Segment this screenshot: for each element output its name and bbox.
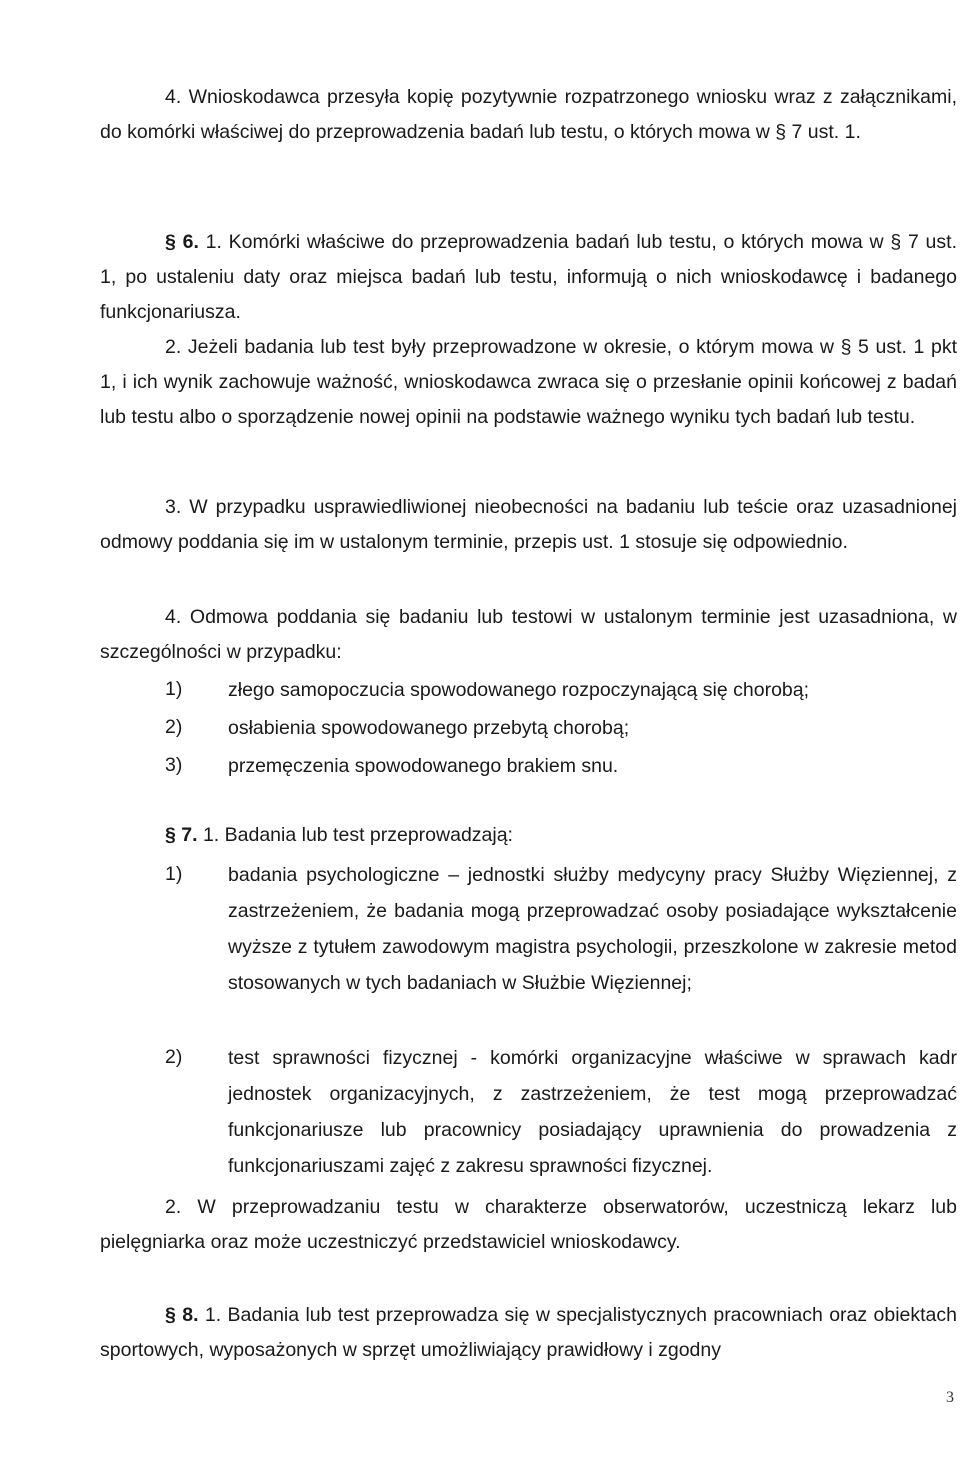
- page-number: 3: [946, 1389, 954, 1406]
- section-8-par-1: [100, 1298, 957, 1368]
- section-6-par-3: 3. W przypadku usprawiedliwionej nieobecności na badaniu lub teście oraz uzasadnionej odmowy poddania się im w ustalonym terminie, przepis ust. 1 stosuje się odpowiednio.: [100, 496, 957, 553]
- section-8-sign: § 8.: [165, 1304, 199, 1326]
- list-item-number: 3): [165, 754, 183, 776]
- list-item-text: złego samopoczucia spowodowanego rozpoczynającą się chorobą;: [228, 679, 810, 701]
- paragraph-5-4: 4. Wnioskodawca przesyła kopię pozytywnie rozpatrzonego wniosku wraz z załącznikami, do komórki właściwej do przeprowadzenia badań lub testu, o których mowa w § 7 ust. 1.: [100, 86, 957, 143]
- list-item-text: badania psychologiczne – jednostki służby medycyny pracy Służby Więziennej, z zastrzeżeniem, że badania mogą przeprowadzać osoby posiadające wykształcenie wyższe z tytułem zawodowym magistra psychologii, przeszkolone w zakresie metod stosowanych w tych badaniach w Służbie Więziennej;: [228, 864, 957, 994]
- list-item-text: przemęczenia spowodowanego brakiem snu.: [228, 755, 619, 777]
- section-7-par-1-text: 1. Badania lub test przeprowadzają:: [197, 824, 513, 846]
- list-item-number: 2): [165, 1046, 183, 1068]
- section-6-sign: § 6.: [165, 231, 199, 253]
- section-8-par-1-text: 1. Badania lub test przeprowadza się w specjalistycznych pracowniach oraz obiektach sportowych, wyposażonych w sprzęt umożliwiający prawidłowy i zgodny: [100, 1304, 957, 1361]
- list-item-text: osłabienia spowodowanego przebytą chorobą;: [228, 717, 630, 739]
- list-item-number: 2): [165, 716, 183, 738]
- section-6-par-1-text: 1. Komórki właściwe do przeprowadzenia badań lub testu, o których mowa w § 7 ust. 1, po ustaleniu daty oraz miejsca badań lub testu, informują o nich wnioskodawcę i badanego funkcjonariusza.: [100, 231, 957, 323]
- section-7-par-1: [100, 818, 957, 853]
- section-6-par-1: [100, 225, 957, 330]
- list-item-number: 1): [165, 678, 183, 700]
- section-6-par-4: 4. Odmowa poddania się badaniu lub testowi w ustalonym terminie jest uzasadniona, w szczególności w przypadku:: [100, 606, 957, 663]
- section-6-par-2: 2. Jeżeli badania lub test były przeprowadzone w okresie, o którym mowa w § 5 ust. 1 pkt 1, i ich wynik zachowuje ważność, wnioskodawca zwraca się o przesłanie opinii końcowej z badań lub testu albo o sporządzenie nowej opinii na podstawie ważnego wyniku tych badań lub testu.: [100, 336, 957, 428]
- section-7-par-2: 2. W przeprowadzaniu testu w charakterze obserwatorów, uczestniczą lekarz lub pielęgniarka oraz może uczestniczyć przedstawiciel wnioskodawcy.: [100, 1196, 957, 1253]
- section-7-sign: § 7.: [165, 824, 198, 846]
- list-item-number: 1): [165, 863, 183, 885]
- list-item-text: test sprawności fizycznej - komórki organizacyjne właściwe w sprawach kadr jednostek organizacyjnych, z zastrzeżeniem, że test mogą przeprowadzać funkcjonariusze lub pracownicy posiadający uprawnienia do prowadzenia z funkcjonariuszami zajęć z zakresu sprawności fizycznej.: [228, 1047, 957, 1177]
